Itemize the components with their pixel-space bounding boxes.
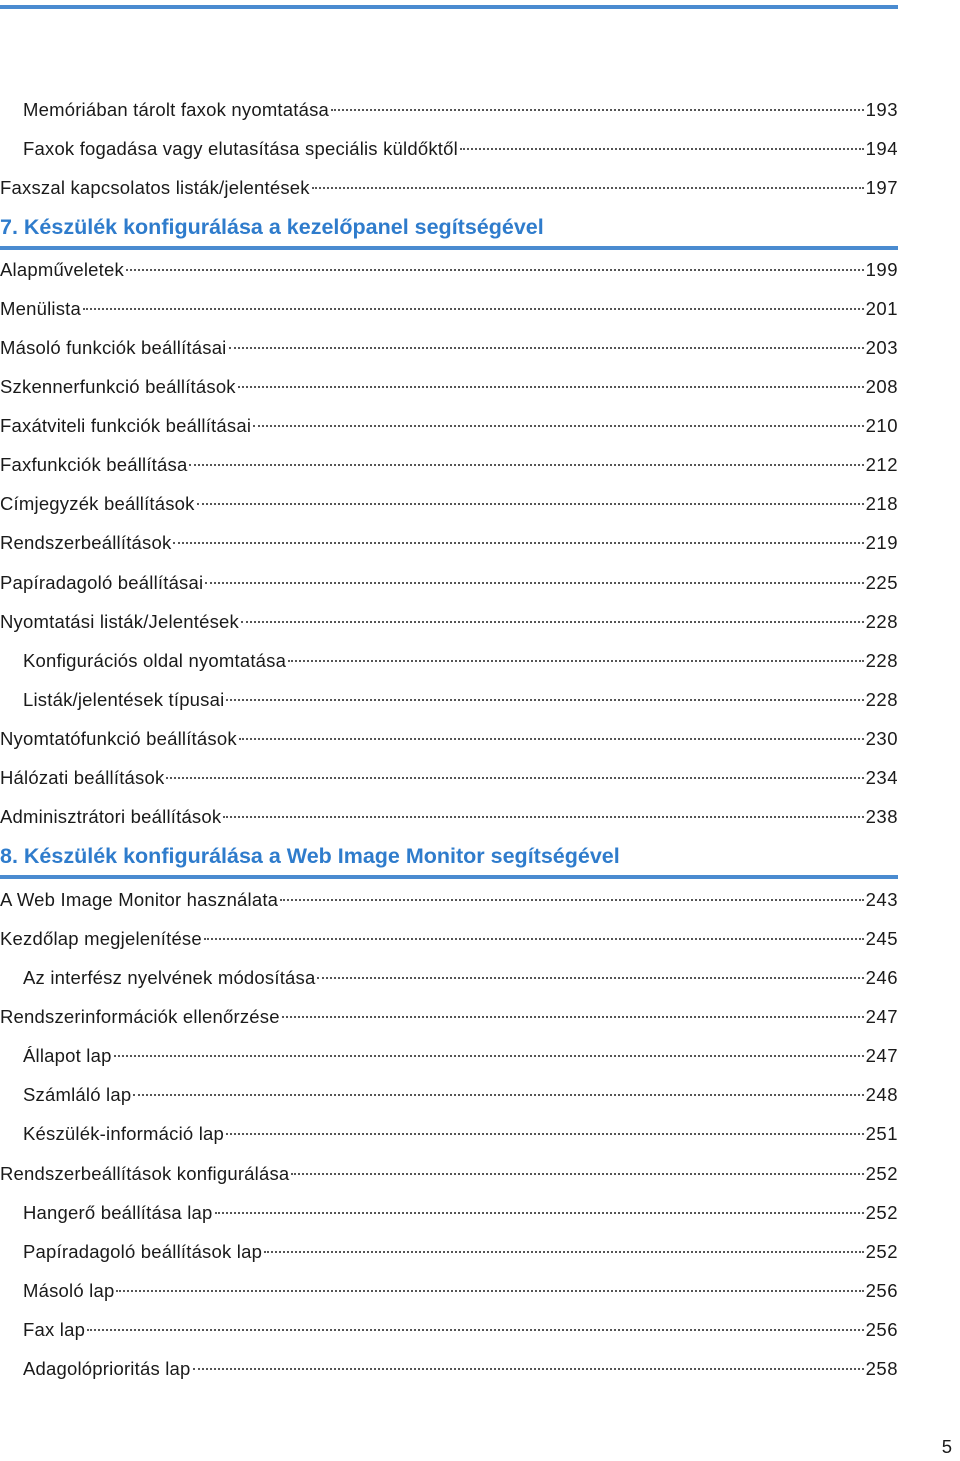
dot-leader <box>204 938 864 940</box>
dot-leader <box>173 542 863 544</box>
toc-entry[interactable] <box>23 1238 898 1266</box>
toc-entry[interactable] <box>23 1120 898 1148</box>
dot-leader <box>223 816 863 818</box>
toc-entry-label: Címjegyzék beállítások <box>0 493 195 514</box>
toc-entry-label: Adagolóprioritás lap <box>23 1358 191 1379</box>
toc-entry-page-number: 247 <box>865 1045 898 1066</box>
chapter-7-heading <box>0 212 898 242</box>
toc-entry-page-number: 218 <box>865 493 898 514</box>
toc-entry-label: A Web Image Monitor használata <box>0 889 279 910</box>
dot-leader <box>239 738 864 740</box>
toc-entry-label: Fax lap <box>23 1319 86 1340</box>
toc-entry-label: Faxfunkciók beállítása <box>0 454 188 475</box>
toc-entry[interactable] <box>0 1160 898 1188</box>
toc-entry[interactable] <box>23 1316 898 1344</box>
toc-entry[interactable] <box>23 1081 898 1109</box>
page-number: 5 <box>941 1436 952 1457</box>
toc-entry-page-number: 199 <box>865 259 898 280</box>
toc-entry-label: Állapot lap <box>23 1045 112 1066</box>
toc-entry[interactable] <box>0 174 898 202</box>
dot-leader <box>133 1094 863 1096</box>
dot-leader <box>226 699 863 701</box>
toc-entry-page-number: 201 <box>865 298 898 319</box>
dot-leader <box>288 660 864 662</box>
dot-leader <box>126 269 864 271</box>
toc-entry-label: Hangerő beállítása lap <box>23 1202 213 1223</box>
toc-entry[interactable] <box>0 764 898 792</box>
top-rule <box>0 5 898 9</box>
dot-leader <box>280 899 863 901</box>
dot-leader <box>114 1055 864 1057</box>
toc-entry[interactable] <box>23 96 898 124</box>
toc-entry[interactable] <box>23 1042 898 1070</box>
dot-leader <box>282 1016 864 1018</box>
toc-entry[interactable] <box>0 529 898 557</box>
toc-entry[interactable] <box>0 803 898 831</box>
dot-leader <box>226 1133 864 1135</box>
toc-entry-page-number: 225 <box>865 572 898 593</box>
dot-leader <box>317 977 863 979</box>
toc-entry-label: Rendszerbeállítások <box>0 532 172 553</box>
dot-leader <box>331 109 864 111</box>
toc-entry-page-number: 251 <box>865 1123 898 1144</box>
toc-entry-label: Memóriában tárolt faxok nyomtatása <box>23 99 330 120</box>
toc-entry-label: Nyomtatófunkció beállítások <box>0 728 237 749</box>
chapter-rule <box>0 246 898 250</box>
dot-leader <box>253 425 863 427</box>
toc-entry[interactable] <box>0 256 898 284</box>
toc-entry[interactable] <box>23 1277 898 1305</box>
toc-entry-label: Másoló funkciók beállításai <box>0 337 227 358</box>
chapter-title[interactable]: 7. Készülék konfigurálása a kezelőpanel segítségével <box>0 215 544 239</box>
toc-entry-page-number: 230 <box>865 728 898 749</box>
dot-leader <box>215 1212 864 1214</box>
toc-entry-page-number: 208 <box>865 376 898 397</box>
toc-entry[interactable] <box>23 1355 898 1383</box>
toc-entry-label: Másoló lap <box>23 1280 115 1301</box>
toc-entry-page-number: 234 <box>865 767 898 788</box>
toc-entry-label: Az interfész nyelvének módosítása <box>23 967 316 988</box>
dot-leader <box>87 1329 864 1331</box>
toc-entry[interactable] <box>0 373 898 401</box>
toc-entry-page-number: 210 <box>865 415 898 436</box>
toc-entry[interactable] <box>0 725 898 753</box>
toc-entry-label: Hálózati beállítások <box>0 767 165 788</box>
toc-entry-label: Nyomtatási listák/Jelentések <box>0 611 239 632</box>
dot-leader <box>189 464 863 466</box>
toc-entry[interactable] <box>0 490 898 518</box>
toc-entry-page-number: 258 <box>865 1358 898 1379</box>
toc-entry-label: Kezdőlap megjelenítése <box>0 928 202 949</box>
dot-leader <box>197 503 864 505</box>
dot-leader <box>166 777 863 779</box>
toc-entry-label: Papíradagoló beállítások lap <box>23 1241 263 1262</box>
chapter-8-heading <box>0 841 898 871</box>
toc-entry-label: Rendszerbeállítások konfigurálása <box>0 1163 290 1184</box>
toc-entry-page-number: 194 <box>865 138 898 159</box>
toc-entry[interactable] <box>23 135 898 163</box>
toc-entry[interactable] <box>0 925 898 953</box>
toc-entry-label: Listák/jelentések típusai <box>23 689 225 710</box>
toc-entry-label: Számláló lap <box>23 1084 132 1105</box>
toc-entry-page-number: 252 <box>865 1202 898 1223</box>
toc-entry[interactable] <box>0 451 898 479</box>
toc-entry-page-number: 256 <box>865 1280 898 1301</box>
dot-leader <box>83 308 864 310</box>
toc-entry-page-number: 228 <box>865 689 898 710</box>
toc-entry-page-number: 243 <box>865 889 898 910</box>
toc-entry-label: Szkennerfunkció beállítások <box>0 376 236 397</box>
dot-leader <box>229 347 864 349</box>
dot-leader <box>238 386 864 388</box>
toc-entry-label: Konfigurációs oldal nyomtatása <box>23 650 287 671</box>
toc-entry[interactable] <box>23 647 898 675</box>
dot-leader <box>460 148 864 150</box>
toc-entry-page-number: 212 <box>865 454 898 475</box>
dot-leader <box>291 1173 863 1175</box>
toc-entry-label: Alapműveletek <box>0 259 124 280</box>
chapter-rule <box>0 875 898 879</box>
dot-leader <box>116 1290 863 1292</box>
toc-entry[interactable] <box>0 1003 898 1031</box>
toc-entry-label: Papíradagoló beállításai <box>0 572 204 593</box>
toc-entry-page-number: 245 <box>865 928 898 949</box>
toc-entry[interactable] <box>0 886 898 914</box>
toc-entry-page-number: 228 <box>865 650 898 671</box>
toc-entry-page-number: 203 <box>865 337 898 358</box>
dot-leader <box>264 1251 864 1253</box>
toc-entry-label: Faxszal kapcsolatos listák/jelentések <box>0 177 310 198</box>
toc-entry-page-number: 247 <box>865 1006 898 1027</box>
toc-entry[interactable] <box>0 569 898 597</box>
toc-entry-label: Faxok fogadása vagy elutasítása speciális küldőktől <box>23 138 458 159</box>
toc-entry-label: Adminisztrátori beállítások <box>0 806 222 827</box>
toc-entry-label: Menülista <box>0 298 81 319</box>
toc-entry[interactable] <box>23 686 898 714</box>
chapter-title[interactable]: 8. Készülék konfigurálása a Web Image Monitor segítségével <box>0 844 620 868</box>
toc-entry-page-number: 248 <box>865 1084 898 1105</box>
toc-entry-page-number: 238 <box>865 806 898 827</box>
toc-entry-page-number: 246 <box>865 967 898 988</box>
toc-entry-label: Rendszerinformációk ellenőrzése <box>0 1006 280 1027</box>
dot-leader <box>241 621 864 623</box>
dot-leader <box>193 1368 864 1370</box>
toc-entry-page-number: 252 <box>865 1241 898 1262</box>
toc-entry[interactable] <box>0 295 898 323</box>
toc-entry-page-number: 256 <box>865 1319 898 1340</box>
toc-entry[interactable] <box>23 964 898 992</box>
toc-entry-page-number: 219 <box>865 532 898 553</box>
toc-entry[interactable] <box>0 334 898 362</box>
toc-entry-page-number: 193 <box>865 99 898 120</box>
toc-entry-label: Faxátviteli funkciók beállításai <box>0 415 252 436</box>
toc-entry[interactable] <box>23 1199 898 1227</box>
dot-leader <box>205 582 863 584</box>
toc-entry-label: Készülék-információ lap <box>23 1123 224 1144</box>
toc-entry-page-number: 252 <box>865 1163 898 1184</box>
toc-entry[interactable] <box>0 608 898 636</box>
toc-entry-page-number: 197 <box>865 177 898 198</box>
toc-entry[interactable] <box>0 412 898 440</box>
dot-leader <box>312 187 864 189</box>
toc-entry-page-number: 228 <box>865 611 898 632</box>
